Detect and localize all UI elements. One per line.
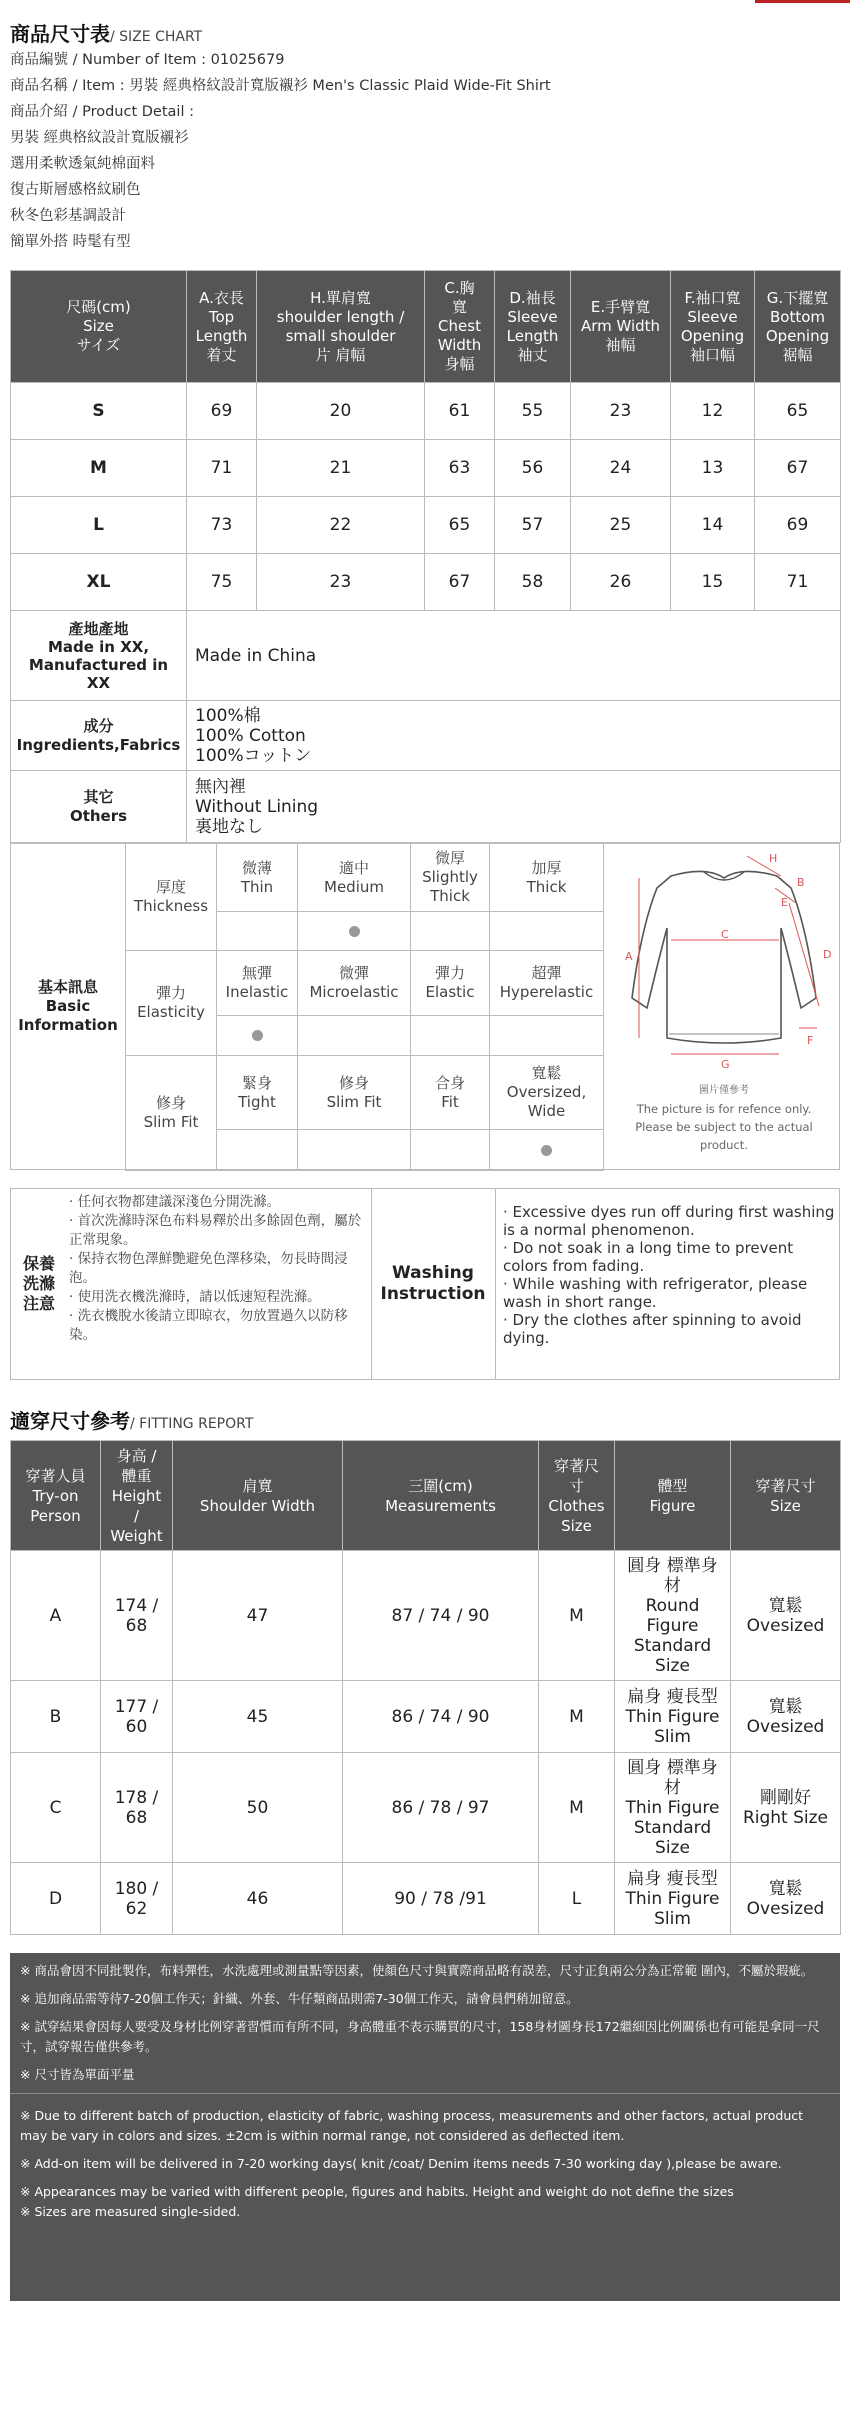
table-cell: S — [11, 383, 187, 440]
other-value: 無內裡 Without Lining 裏地なし — [187, 771, 841, 843]
table-cell: A — [11, 1551, 101, 1681]
care-zh-list — [69, 1193, 369, 1345]
note-en: ※ Sizes are measured single-sided. — [20, 2204, 241, 2219]
column-header: 身高 / 體重 Height / Weight — [101, 1441, 173, 1551]
table-cell: 13 — [671, 440, 755, 497]
care-zh-item: · 保持衣物色澤鮮艷避免色澤移染，勿長時間浸泡。 — [69, 1251, 348, 1286]
table-cell: C — [11, 1753, 101, 1863]
size-row — [11, 383, 841, 440]
diagram-letter: A — [625, 950, 633, 963]
table-cell: 22 — [257, 497, 425, 554]
info-line: 復古斯層感格紋刷色 — [10, 182, 141, 198]
info-line: 選用柔軟透氣純棉面料 — [10, 156, 155, 172]
elasticity-mark-cell — [297, 1015, 411, 1056]
diagram-caption: 圖片僅參考 The picture is for refence only. Please be subject to the actual product. — [635, 1085, 813, 1152]
origin-row — [11, 611, 841, 701]
table-cell: 56 — [495, 440, 571, 497]
info-line: 商品介紹 / Product Detail : — [10, 104, 194, 120]
info-line: 秋冬色彩基調設計 — [10, 208, 126, 224]
size-row — [11, 497, 841, 554]
elasticity-option: 微彈 Microelastic — [297, 950, 411, 1016]
thickness-option: 適中 Medium — [297, 843, 411, 912]
elasticity-mark-cell — [489, 1015, 604, 1056]
table-cell: 12 — [671, 383, 755, 440]
elasticity-option: 超彈 Hyperelastic — [489, 950, 604, 1016]
fit-option: 修身 Slim Fit — [297, 1055, 411, 1130]
col-arm-width-header: E.手臂寬 Arm Width 袖幅 — [571, 271, 671, 383]
col-bottom-opening-header: G.下擺寬 Bottom Opening 裾幅 — [755, 271, 841, 383]
table-cell: 扁身 瘦長型 Thin Figure Slim — [615, 1681, 731, 1753]
table-cell: L — [11, 497, 187, 554]
diagram-letter: D — [823, 948, 832, 961]
note-zh: ※ 尺寸皆為單面平量 — [20, 2067, 135, 2082]
table-cell: 46 — [173, 1863, 343, 1935]
table-cell: 69 — [755, 497, 841, 554]
size-header-row — [11, 271, 841, 383]
fit-mark-cell — [216, 1129, 298, 1171]
table-cell: L — [539, 1863, 615, 1935]
top-accent-bar — [755, 0, 850, 3]
table-cell: B — [11, 1681, 101, 1753]
table-cell: XL — [11, 554, 187, 611]
page-title: 商品尺寸表/ SIZE CHART — [10, 22, 203, 46]
fitting-row — [11, 1551, 841, 1681]
thickness-option: 微薄 Thin — [216, 843, 298, 912]
table-cell: 67 — [755, 440, 841, 497]
column-header: 穿著尺 寸 Clothes Size — [539, 1441, 615, 1551]
table-cell: 180 / 62 — [101, 1863, 173, 1935]
info-line: 男裝 經典格紋設計寬版襯衫 — [10, 130, 189, 146]
table-cell: 47 — [173, 1551, 343, 1681]
care-en-list — [503, 1203, 835, 1347]
size-row — [11, 554, 841, 611]
diagram-letter: H — [769, 852, 778, 865]
fitting-report-title: 適穿尺寸參考/ FITTING REPORT — [10, 1409, 254, 1433]
table-cell: 寬鬆 Ovesized — [731, 1551, 841, 1681]
table-cell: 73 — [187, 497, 257, 554]
elasticity-option: 無彈 Inelastic — [216, 950, 298, 1016]
table-cell: M — [539, 1753, 615, 1863]
care-label: 保養 洗滌 注意 — [22, 1254, 55, 1313]
col-top-length-header: A.衣長 Top Length 着丈 — [187, 271, 257, 383]
thickness-option: 微厚 Slightly Thick — [410, 843, 490, 912]
column-header: 穿著尺寸 Size — [731, 1441, 841, 1551]
diagram-letter: E — [781, 896, 788, 909]
table-cell: 57 — [495, 497, 571, 554]
note-en: ※ Add-on item will be delivered in 7-20 working days( knit /coat/ Denim items needs 7-30 working day ),please be aware. — [20, 2156, 782, 2171]
thickness-label: 厚度 Thickness — [125, 843, 217, 951]
thickness-mark-cell — [489, 911, 604, 951]
notes-panel — [10, 1953, 840, 2301]
fitting-row — [11, 1681, 841, 1753]
table-cell: M — [539, 1681, 615, 1753]
fit-label: 修身 Slim Fit — [125, 1055, 217, 1171]
table-cell: 21 — [257, 440, 425, 497]
table-cell: 178 / 68 — [101, 1753, 173, 1863]
diagram-letter: G — [721, 1058, 730, 1071]
table-cell: 87 / 74 / 90 — [343, 1551, 539, 1681]
table-cell: 67 — [425, 554, 495, 611]
note-en: ※ Due to different batch of production, elasticity of fabric, washing process, measurements and other factors, actual product may be vary in colors and sizes. ±2cm is within normal range, not considered as deflected item. — [20, 2108, 804, 2143]
fitting-row — [11, 1863, 841, 1935]
elasticity-mark-cell — [216, 1015, 298, 1056]
fit-option: 合身 Fit — [410, 1055, 490, 1130]
table-cell: 63 — [425, 440, 495, 497]
col-shoulder-header: H.單肩寬 shoulder length / small shoulder 片 肩幅 — [257, 271, 425, 383]
elasticity-mark-cell — [410, 1015, 490, 1056]
selected-dot-icon — [252, 1030, 263, 1041]
col-sleeve-length-header: D.袖長 Sleeve Length 袖丈 — [495, 271, 571, 383]
care-zh-item: · 任何衣物都建議深淺色分開洗滌。 — [69, 1194, 281, 1210]
note-en: ※ Appearances may be varied with different people, figures and habits. Height and weight do not define the sizes — [20, 2184, 734, 2199]
care-en-item: · Excessive dyes run off during first washing is a normal phenomenon. — [503, 1203, 835, 1239]
table-cell: 50 — [173, 1753, 343, 1863]
diagram-letter: F — [807, 1034, 814, 1047]
note-zh: ※ 試穿結果會因每人要受及身材比例穿著習慣而有所不同，身高體重不表示購買的尺寸，158身材圖身長172繼細因比例關係也有可能是拿同一尺寸，試穿報告僅供參考。 — [20, 2019, 820, 2054]
care-en-item: · Do not soak in a long time to prevent colors from fading. — [503, 1239, 794, 1275]
column-header: 體型 Figure — [615, 1441, 731, 1551]
fitting-row — [11, 1753, 841, 1863]
fit-mark-cell — [297, 1129, 411, 1171]
table-cell: M — [539, 1551, 615, 1681]
table-cell: 69 — [187, 383, 257, 440]
column-header: 穿著人員 Try-on Person — [11, 1441, 101, 1551]
fit-mark-cell — [410, 1129, 490, 1171]
size-row — [11, 440, 841, 497]
selected-dot-icon — [349, 926, 360, 937]
fabric-label: 成分 Ingredients,Fabrics — [11, 701, 187, 771]
other-label: 其它 Others — [11, 771, 187, 843]
selected-dot-icon — [541, 1145, 552, 1156]
table-cell: 24 — [571, 440, 671, 497]
column-header: 肩寬 Shoulder Width — [173, 1441, 343, 1551]
thickness-mark-cell — [297, 911, 411, 951]
fabric-value: 100%棉 100% Cotton 100%コットン — [187, 701, 841, 771]
care-zh-item: · 洗衣機脫水後請立即晾衣，勿放置過久以防移染。 — [69, 1308, 348, 1343]
table-cell: 26 — [571, 554, 671, 611]
table-cell: 14 — [671, 497, 755, 554]
col-size-header: 尺碼(cm) Size サイズ — [11, 271, 187, 383]
table-cell: 15 — [671, 554, 755, 611]
table-cell: 寬鬆 Ovesized — [731, 1681, 841, 1753]
diagram-letter: C — [721, 928, 729, 941]
note-zh: ※ 商品會因不同批製作，布料彈性，水洗處理或測量點等因素，使顏色尺寸與實際商品略有誤差，尺寸正負兩公分為正常範 圍內，不屬於瑕疵。 — [20, 1963, 814, 1978]
table-cell: 25 — [571, 497, 671, 554]
fabric-row — [11, 701, 841, 771]
table-cell: 71 — [755, 554, 841, 611]
table-cell: 71 — [187, 440, 257, 497]
origin-value: Made in China — [187, 611, 841, 701]
table-cell: 65 — [755, 383, 841, 440]
fit-option: 緊身 Tight — [216, 1055, 298, 1130]
table-cell: 圓身 標準身 材 Thin Figure Standard Size — [615, 1753, 731, 1863]
notes-divider — [10, 2093, 840, 2094]
fit-option: 寬鬆 Oversized, Wide — [489, 1055, 604, 1130]
elasticity-option: 彈力 Elastic — [410, 950, 490, 1016]
table-cell: 剛剛好 Right Size — [731, 1753, 841, 1863]
table-cell: 174 / 68 — [101, 1551, 173, 1681]
table-cell: M — [11, 440, 187, 497]
origin-label: 產地產地 Made in XX, Manufactured in XX — [11, 611, 187, 701]
table-cell: 58 — [495, 554, 571, 611]
thickness-mark-cell — [216, 911, 298, 951]
column-header: 三圍(cm) Measurements — [343, 1441, 539, 1551]
sweatshirt-diagram-icon — [611, 848, 837, 1078]
washing-instruction-label: Washing Instruction — [371, 1189, 496, 1379]
info-line: 商品名稱 / Item : 男裝 經典格紋設計寬版襯衫 Men's Classic Plaid Wide-Fit Shirt — [10, 78, 551, 94]
basic-info-section — [10, 843, 840, 1170]
table-cell: 90 / 78 /91 — [343, 1863, 539, 1935]
table-cell: 扁身 瘦長型 Thin Figure Slim — [615, 1863, 731, 1935]
table-cell: D — [11, 1863, 101, 1935]
thickness-mark-cell — [410, 911, 490, 951]
care-en-item: · Dry the clothes after spinning to avoid dying. — [503, 1311, 802, 1347]
care-zh-item: · 首次洗滌時深色布料易釋於出多餘固色劑，屬於正常現象。 — [69, 1213, 362, 1248]
page-header — [10, 18, 840, 255]
table-cell: 圓身 標準身 材 Round Figure Standard Size — [615, 1551, 731, 1681]
info-line: 簡單外搭 時髦有型 — [10, 234, 131, 250]
product-info — [10, 47, 840, 255]
info-line: 商品編號 / Number of Item : 01025679 — [10, 52, 285, 68]
table-cell: 65 — [425, 497, 495, 554]
note-zh: ※ 追加商品需等待7-20個工作天；針織、外套、牛仔類商品則需7-30個工作天，請會員們稍加留意。 — [20, 1991, 579, 2006]
diagram-letter: B — [797, 876, 805, 889]
measurement-diagram — [611, 848, 837, 1166]
table-cell: 55 — [495, 383, 571, 440]
table-cell: 86 / 78 / 97 — [343, 1753, 539, 1863]
thickness-option: 加厚 Thick — [489, 843, 604, 912]
fit-mark-cell — [489, 1129, 604, 1171]
table-cell: 61 — [425, 383, 495, 440]
fitting-header-row — [11, 1441, 841, 1551]
care-en-item: · While washing with refrigerator, please wash in short range. — [503, 1275, 808, 1311]
other-row — [11, 771, 841, 843]
table-cell: 86 / 74 / 90 — [343, 1681, 539, 1753]
table-cell: 45 — [173, 1681, 343, 1753]
table-cell: 23 — [571, 383, 671, 440]
table-cell: 75 — [187, 554, 257, 611]
elasticity-label: 彈力 Elasticity — [125, 950, 217, 1056]
col-chest-header: C.胸 寬 Chest Width 身幅 — [425, 271, 495, 383]
table-cell: 177 / 60 — [101, 1681, 173, 1753]
care-instructions — [10, 1188, 840, 1380]
fitting-report-table — [10, 1440, 841, 1935]
table-cell: 23 — [257, 554, 425, 611]
size-chart-table — [10, 270, 841, 843]
basic-info-label: 基本訊息 Basic Information — [10, 843, 126, 1170]
table-cell: 寬鬆 Ovesized — [731, 1863, 841, 1935]
care-zh-item: · 使用洗衣機洗滌時，請以低速短程洗滌。 — [69, 1289, 321, 1305]
col-sleeve-opening-header: F.袖口寬 Sleeve Opening 袖口幅 — [671, 271, 755, 383]
table-cell: 20 — [257, 383, 425, 440]
